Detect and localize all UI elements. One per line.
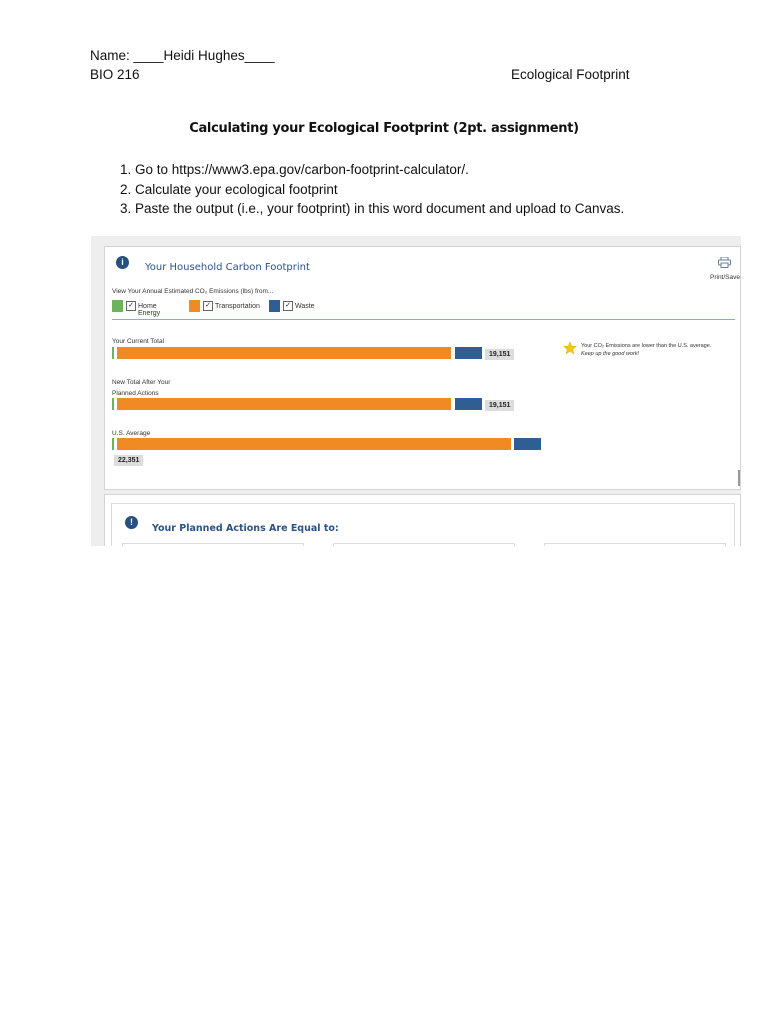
us-average-label: U.S. Average bbox=[112, 430, 151, 437]
equivalence-box bbox=[333, 543, 515, 546]
instruction-step: 3. Paste the output (i.e., your footprint) in this word document and upload to Canvas. bbox=[135, 199, 624, 219]
print-save-label: Print/Save bbox=[710, 274, 740, 281]
course-code: BIO 216 bbox=[90, 67, 140, 82]
us-home-energy-bar bbox=[112, 438, 114, 450]
comparison-note: Your CO₂ Emissions are lower than the U.S. average. bbox=[581, 343, 712, 349]
planned-transportation-bar bbox=[117, 398, 451, 410]
planned-total-value: 19,151 bbox=[485, 400, 514, 411]
planned-waste-bar bbox=[455, 398, 482, 410]
current-home-energy-bar bbox=[112, 347, 114, 359]
planned-actions-panel bbox=[111, 503, 735, 546]
home-energy-swatch bbox=[112, 300, 123, 312]
name-line: Name: ____Heidi Hughes____ bbox=[90, 48, 275, 63]
document-topic: Ecological Footprint bbox=[511, 67, 630, 82]
equivalence-box bbox=[122, 543, 304, 546]
us-waste-bar bbox=[514, 438, 541, 450]
legend-label: Transportation bbox=[215, 303, 260, 310]
current-waste-bar bbox=[455, 347, 482, 359]
current-total-label: Your Current Total bbox=[112, 338, 165, 345]
star-icon bbox=[563, 341, 577, 355]
legend-label: Waste bbox=[295, 303, 315, 310]
assignment-title: Calculating your Ecological Footprint (2pt. assignment) bbox=[189, 121, 579, 136]
encouragement-note: Keep up the good work! bbox=[581, 351, 640, 357]
planned-home-energy-bar bbox=[112, 398, 114, 410]
divider bbox=[112, 319, 735, 320]
transportation-swatch bbox=[189, 300, 200, 312]
pasted-calculator-screenshot bbox=[91, 236, 741, 546]
card-title: Your Household Carbon Footprint bbox=[145, 262, 310, 273]
us-transportation-bar bbox=[117, 438, 511, 450]
transportation-checkbox-icon: ✓ bbox=[203, 301, 213, 311]
planned-actions-title: Your Planned Actions Are Equal to: bbox=[152, 523, 339, 534]
planned-actions-card bbox=[104, 494, 741, 546]
current-total-value: 19,151 bbox=[485, 349, 514, 360]
instructions-list bbox=[90, 160, 624, 219]
household-footprint-card bbox=[104, 246, 741, 490]
planned-total-label-line2: Planned Actions bbox=[112, 390, 159, 397]
us-average-value: 22,351 bbox=[114, 455, 143, 466]
scrollbar-thumb bbox=[738, 470, 740, 486]
current-transportation-bar bbox=[117, 347, 451, 359]
info-icon: i bbox=[116, 256, 129, 269]
waste-checkbox-icon: ✓ bbox=[283, 301, 293, 311]
home-energy-checkbox-icon: ✓ bbox=[126, 301, 136, 311]
printer-icon bbox=[718, 257, 731, 268]
legend-label: Home Energy bbox=[138, 303, 161, 317]
waste-swatch bbox=[269, 300, 280, 312]
equivalence-box bbox=[544, 543, 726, 546]
instruction-step: 1. Go to https://www3.epa.gov/carbon-footprint-calculator/. bbox=[135, 160, 624, 180]
alert-icon: ! bbox=[125, 516, 138, 529]
view-emissions-line: View Your Annual Estimated CO₂ Emissions (lbs) from... bbox=[112, 288, 274, 295]
instruction-step: 2. Calculate your ecological footprint bbox=[135, 180, 624, 200]
planned-total-label-line1: New Total After Your bbox=[112, 379, 171, 386]
